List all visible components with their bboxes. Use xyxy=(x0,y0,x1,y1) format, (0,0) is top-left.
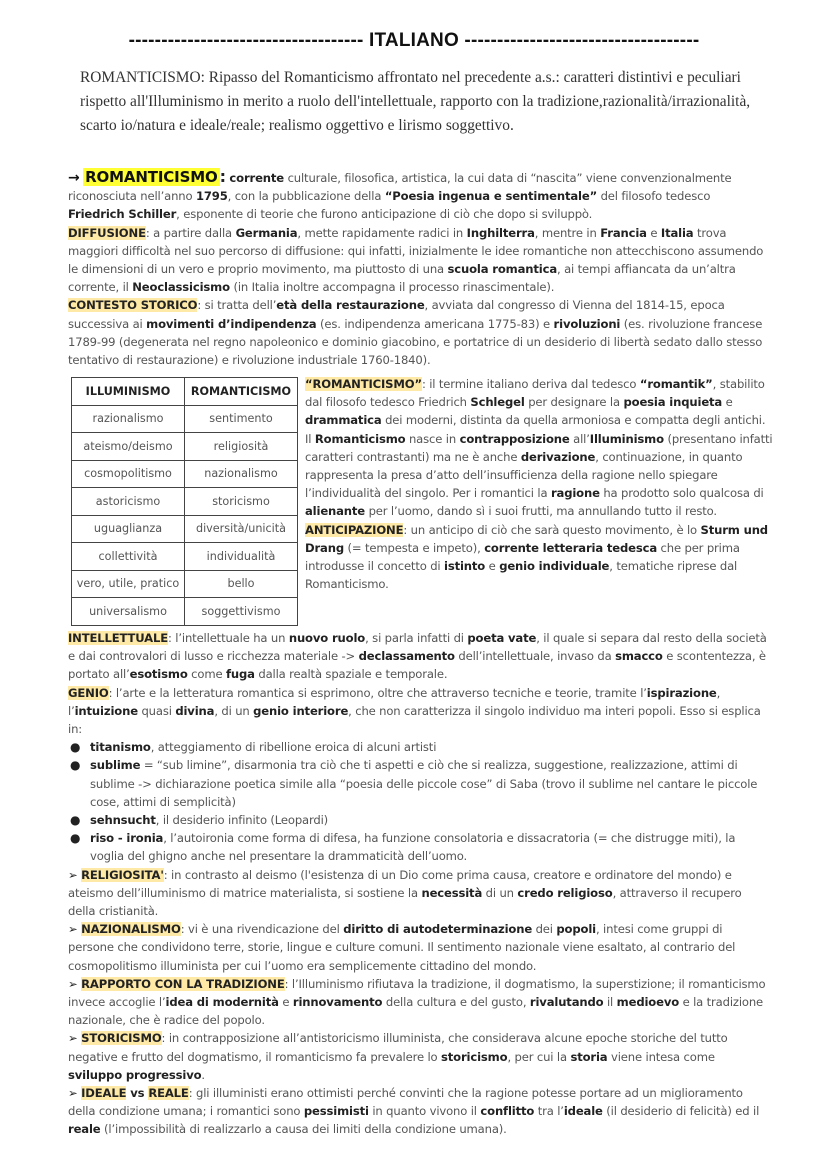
section-tradizione xyxy=(68,975,768,1030)
column-header: ILLUMINISMO xyxy=(72,378,185,406)
text: (= tempesta e impeto), xyxy=(343,540,485,555)
bold-term: sublime xyxy=(90,758,141,773)
bullet-icon: ● xyxy=(70,758,81,773)
table-row xyxy=(72,515,298,543)
text: di un xyxy=(482,885,518,900)
bold-term: ragione xyxy=(550,486,600,501)
text: , ai tempi affiancata da un’altra corrente, il xyxy=(68,262,736,295)
text: nasce in xyxy=(405,431,460,446)
text: per l’uomo, dando sì i suoi frutti, ma annullando tutto il resto. xyxy=(365,504,717,519)
bold-term: storicismo xyxy=(441,1049,508,1064)
text: , mentre in xyxy=(534,225,601,240)
text: : gli illuministi erano ottimisti perché convinti che la ragione potesse portare ad un miglioramento della condizione umana; i romantici sono xyxy=(68,1086,743,1119)
text: (presentano infatti caratteri contrastanti) ma ne è anche xyxy=(305,431,773,464)
table-cell: individualità xyxy=(185,543,298,571)
text: e la tradizione nazionale, che è radice del popolo. xyxy=(68,995,764,1028)
bold-term: rivoluzioni xyxy=(553,316,621,331)
bold-term: istinto xyxy=(444,559,486,574)
bullet-icon: ● xyxy=(70,831,81,846)
bold-term: 1795 xyxy=(195,189,228,204)
text: dei moderni, distinta da quella armoniosa e compatta degli antichi. xyxy=(381,413,766,428)
text: che per prima introdusse il concetto di xyxy=(305,540,740,574)
text: (l’impossibilità di realizzarlo a causa dei limiti della condizione umana). xyxy=(100,1122,507,1137)
bold-term: diritto di autodeterminazione xyxy=(343,922,533,937)
text: (es. indipendenza americana 1775-83) e xyxy=(316,316,554,331)
bold-term: età della restaurazione xyxy=(276,298,425,313)
text: , di un xyxy=(214,703,254,718)
text: , l’ xyxy=(68,685,721,718)
section-label: GENIO xyxy=(68,685,109,700)
bold-term: “romantik” xyxy=(639,377,713,391)
triangle-arrow-icon: ➢ xyxy=(68,867,78,882)
section-ideale-reale xyxy=(68,1084,768,1139)
bold-term: Illuminismo xyxy=(589,431,664,446)
bold-term: corrente xyxy=(229,171,285,185)
text: . xyxy=(201,1067,205,1082)
bold-term: Italia xyxy=(660,225,694,240)
text: , l’autoironia come forma di difesa, ha funzione consolatoria e dissacratoria (= che distrugge miti), la voglia del ghigno anche nel presentare la drammaticità dell’uomo. xyxy=(90,831,736,864)
section-intellettuale xyxy=(68,629,768,684)
text: il xyxy=(603,995,617,1010)
table-header-row xyxy=(72,378,298,406)
text: (il desiderio di felicità) ed il xyxy=(602,1104,760,1119)
table-cell: universalismo xyxy=(72,598,185,626)
text: come xyxy=(187,667,227,682)
bold-term: titanismo xyxy=(90,740,151,755)
table-row xyxy=(72,488,298,516)
table-cell: astoricismo xyxy=(72,488,185,516)
section-label: DIFFUSIONE xyxy=(68,225,146,240)
text: : in contrasto al deismo (l'esistenza di un Dio come prima causa, creatore e ordinatore del mondo) e ateismo dell’illuminismo di matrice materialista, si sostiene la xyxy=(68,867,732,900)
text: e xyxy=(722,395,733,410)
section-label: CONTESTO STORICO xyxy=(68,298,198,313)
page-title: ------------------------------------ ITALIANO ------------------------------------ xyxy=(128,30,700,51)
bold-term: poesia inquieta xyxy=(623,395,723,410)
section-label: ROMANTICISMO xyxy=(85,168,218,186)
text: all’ xyxy=(569,431,590,446)
bold-term: genio interiore xyxy=(253,703,349,718)
bold-term: ideale xyxy=(563,1104,603,1119)
bold-term: derivazione xyxy=(520,449,596,464)
section-anticipazione xyxy=(305,521,775,594)
section-top xyxy=(68,168,768,369)
section-label: NAZIONALISMO xyxy=(81,922,181,937)
bold-term: poeta vate xyxy=(467,631,537,645)
text: e xyxy=(278,995,293,1010)
comparison-table xyxy=(71,377,298,626)
text: , avviata dal congresso di Vienna del 1814-15, epoca successiva ai xyxy=(68,298,725,331)
bold-term: idea di modernità xyxy=(165,995,279,1010)
section-label: INTELLETTUALE xyxy=(68,631,169,645)
text: , stabilito dal filosofo tedesco Friedrich xyxy=(305,377,765,410)
bold-term: scuola romantica xyxy=(447,262,557,277)
bold-term: reale xyxy=(68,1122,101,1137)
bold-term: divina xyxy=(175,703,215,718)
section-label: RAPPORTO CON LA TRADIZIONE xyxy=(81,976,285,991)
table-cell: nazionalismo xyxy=(185,460,298,488)
table-row xyxy=(72,543,298,571)
section-religiosita xyxy=(68,866,768,921)
bold-term: “Poesia ingenua e sentimentale” xyxy=(384,189,598,204)
list-item xyxy=(70,756,768,811)
text: , attraverso il recupero della cristianità. xyxy=(68,885,742,919)
text: in quanto vivono il xyxy=(368,1104,481,1119)
column-header: ROMANTICISMO xyxy=(185,378,298,406)
text: : il termine italiano deriva dal tedesco xyxy=(421,377,640,391)
table-row xyxy=(72,460,298,488)
text: dell’intellettuale, invaso da xyxy=(454,649,616,664)
text: : si tratta dell’ xyxy=(197,298,277,313)
bold-term: storia xyxy=(570,1049,608,1064)
list-item xyxy=(70,738,768,756)
table-cell: religiosità xyxy=(185,433,298,461)
triangle-arrow-icon: ➢ xyxy=(68,976,78,991)
text: e scontentezza, è portato all’ xyxy=(68,649,766,682)
table-cell: cosmopolitismo xyxy=(72,460,185,488)
text: per designare la xyxy=(524,395,624,410)
text: : vi è una rivendicazione del xyxy=(180,922,344,937)
text: = “sub limine”, disarmonia tra ciò che ti aspetti e ciò che si realizza, suggestione, realizzazione, attimi di sublime -> dichiarazione poetica simile alla “poesia delle piccole cose” di Saba (trovo il sublime nel cantare le piccole cose, attimi di semplicità) xyxy=(90,758,758,809)
text: quasi xyxy=(137,703,176,718)
text: del filosofo tedesco xyxy=(597,189,711,204)
section-diffusione xyxy=(68,224,768,297)
triangle-arrow-icon: ➢ xyxy=(68,1086,78,1101)
bold-term: Francia xyxy=(600,225,647,240)
table-row xyxy=(72,405,298,433)
bold-term: conflitto xyxy=(480,1104,535,1119)
text: viene intesa come xyxy=(607,1049,715,1064)
bold-term: Romanticismo xyxy=(314,431,406,446)
bold-term: Germania xyxy=(235,225,298,240)
text: , intesi come gruppi di persone che condividono terre, storie, lingue e culture comuni. Il sentimento nazionale viene esaltato, al contrario del cosmopolitismo illuminista per cui l’uomo era semplicemente cittadino del mondo. xyxy=(68,922,736,973)
table-row xyxy=(72,598,298,626)
table-cell: storicismo xyxy=(185,488,298,516)
table-cell: collettività xyxy=(72,543,185,571)
bold-term: credo religioso xyxy=(517,885,613,900)
text: , atteggiamento di ribellione eroica di alcuni artisti xyxy=(150,740,437,755)
table-row xyxy=(72,570,298,598)
text: , con la pubblicazione della xyxy=(227,189,385,204)
genio-list xyxy=(68,738,768,865)
section-side-column xyxy=(305,375,775,593)
section-nazionalismo xyxy=(68,920,768,975)
text: , si parla infatti di xyxy=(365,631,468,645)
section-genio xyxy=(68,684,768,866)
bold-term: nuovo ruolo xyxy=(288,631,366,645)
label-colon: : xyxy=(219,167,226,186)
bold-term: Neoclassicismo xyxy=(132,280,230,295)
bold-term: smacco xyxy=(615,649,663,664)
table-cell: ateismo/deismo xyxy=(72,433,185,461)
arrow-right-icon: → xyxy=(68,170,80,186)
section-label: STORICISMO xyxy=(81,1031,162,1046)
text: , il quale si separa dal resto della società e dai controvalori di lusso e ricchezza materiale -> xyxy=(68,631,767,664)
section-contesto-storico xyxy=(68,296,768,369)
text: : in contrapposizione all’antistoricismo illuminista, che considerava alcune epoche storiche del tutto negative e frutto del dogmatismo, il romanticismo fa prevalere lo xyxy=(68,1031,728,1064)
section-bottom xyxy=(68,629,768,1139)
bold-term: declassamento xyxy=(358,649,455,664)
text: , continuazione, in quanto rappresenta la presa d’atto dell’insufficienza della ragione nello spiegare l’individualità del singolo. Per i romantici la xyxy=(305,449,743,501)
text: dalla realtà spaziale e temporale. xyxy=(254,667,448,682)
bold-term: Schlegel xyxy=(470,395,525,410)
bold-term: Inghilterra xyxy=(466,225,535,240)
text: , tematiche riprese dal Romanticismo. xyxy=(305,559,738,592)
text: , per cui la xyxy=(507,1049,571,1064)
bold-term: genio individuale xyxy=(499,559,610,574)
bold-term: vs xyxy=(126,1086,149,1101)
list-item xyxy=(70,811,768,829)
section-romanticismo xyxy=(68,168,768,224)
table-cell: razionalismo xyxy=(72,405,185,433)
text: , il desiderio infinito (Leopardi) xyxy=(155,813,329,828)
table-cell: sentimento xyxy=(185,405,298,433)
section-storicismo xyxy=(68,1029,768,1084)
bold-term: esotismo xyxy=(129,667,188,682)
bold-term: drammatica xyxy=(305,413,382,428)
bold-term: intuizione xyxy=(74,703,138,718)
section-label: RELIGIOSITA' xyxy=(81,867,164,882)
bold-term: medioevo xyxy=(616,995,680,1010)
list-item xyxy=(70,829,768,865)
text: Il xyxy=(305,431,315,446)
text: della cultura e del gusto, xyxy=(382,995,530,1010)
text: ha prodotto solo qualcosa di xyxy=(599,486,764,501)
triangle-arrow-icon: ➢ xyxy=(68,922,78,937)
section-termine xyxy=(305,375,775,430)
bold-term: rivalutando xyxy=(529,995,604,1010)
text: trova maggiori difficoltà nel suo percorso di diffusione: qui infatti, inizialmente le idee romantiche non attecchiscono assumendo le dimensioni di un vero e proprio movimento, ma piuttosto di una xyxy=(68,225,764,277)
bold-term: sehnsucht xyxy=(90,813,156,828)
bold-term: sviluppo progressivo xyxy=(68,1067,202,1082)
text: : a partire dalla xyxy=(145,225,236,240)
bold-term: necessità xyxy=(421,885,483,900)
text: (es. rivoluzione francese 1789-99 (degenerata nel regno napoleonico e dominio giacobino, e portatrice di un desiderio di libertà sedato dallo stesso tentativo di restaurazione) e rivoluzione industriale 1760-1840). xyxy=(68,316,763,368)
section-label: ANTICIPAZIONE xyxy=(305,522,404,537)
section-label: REALE xyxy=(148,1086,189,1101)
bold-term: corrente letteraria tedesca xyxy=(484,540,658,555)
text: e xyxy=(485,559,500,574)
text: culturale, filosofica, artistica, la cui data di “nascita” viene convenzionalmente riconosciuta nell’anno xyxy=(68,171,732,204)
bold-term: Friedrich Schiller xyxy=(68,207,177,222)
table-cell: diversità/unicità xyxy=(185,515,298,543)
section-nascita xyxy=(305,430,775,521)
section-label: IDEALE xyxy=(81,1086,127,1101)
table-cell: bello xyxy=(185,570,298,598)
text: : l’intellettuale ha un xyxy=(168,631,289,645)
text: , esponente di teorie che furono anticipazione di ciò che dopo si sviluppò. xyxy=(176,207,593,222)
bold-term: ispirazione xyxy=(646,685,717,700)
text: : l’arte e la letteratura romantica si esprimono, oltre che attraverso tecniche e teorie, tramite l’ xyxy=(108,685,647,700)
bold-term: fuga xyxy=(226,667,255,682)
text: : un anticipo di ciò che sarà questo movimento, è lo xyxy=(403,522,701,537)
bold-term: riso - ironia xyxy=(90,831,164,846)
triangle-arrow-icon: ➢ xyxy=(68,1031,78,1046)
bold-term: Sturm und Drang xyxy=(305,522,768,555)
text: tra l’ xyxy=(534,1104,564,1119)
table-cell: uguaglianza xyxy=(72,515,185,543)
text: (in Italia inoltre accompagna il processo rinascimentale). xyxy=(229,280,555,295)
bold-term: rinnovamento xyxy=(292,995,383,1010)
text: : l’Illuminismo rifiutava la tradizione, il dogmatismo, la superstizione; il romanticismo invece accoglie l’ xyxy=(68,976,766,1010)
intro-paragraph: ROMANTICISMO: Ripasso del Romanticismo affrontato nel precedente a.s.: caratteri distintivi e peculiari rispetto all'Illuminismo in merito a ruolo dell'intellettuale, rapporto con la tradizione,razionalità/irrazionalità, scarto io/natura e ideale/reale; realismo oggettivo e lirismo soggettivo. xyxy=(80,69,751,134)
bold-term: movimenti d’indipendenza xyxy=(146,316,317,331)
table-cell: vero, utile, pratico xyxy=(72,570,185,598)
bold-term: pessimisti xyxy=(303,1104,369,1119)
bold-term: alienante xyxy=(305,504,366,519)
bullet-icon: ● xyxy=(70,813,81,828)
bullet-icon: ● xyxy=(70,740,81,755)
section-label: “ROMANTICISMO” xyxy=(305,377,422,391)
text: e xyxy=(646,225,661,240)
text: , mette rapidamente radici in xyxy=(297,225,467,240)
text: , che non caratterizza il singolo individuo ma interi popoli. Esso si esplica in: xyxy=(68,703,761,737)
table-row xyxy=(72,433,298,461)
bold-term: popoli xyxy=(556,922,596,937)
bold-term: contrapposizione xyxy=(459,431,570,446)
table-cell: soggettivismo xyxy=(185,598,298,626)
text: dei xyxy=(532,922,557,937)
